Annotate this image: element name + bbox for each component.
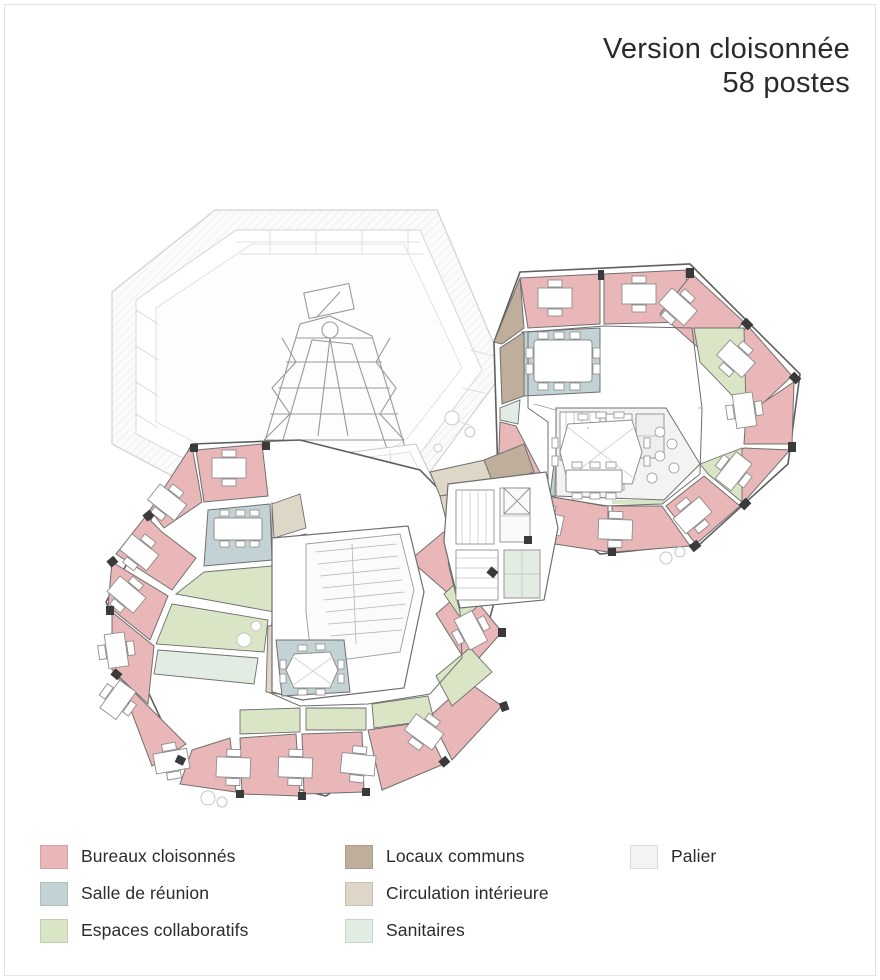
legend-label-sanitaires: Sanitaires — [386, 920, 465, 940]
floor-plan-drawing — [0, 92, 880, 822]
legend-label-palier: Palier — [671, 846, 717, 866]
plan-subtitle: 58 postes — [722, 67, 850, 100]
title-block — [603, 32, 850, 100]
legend-label-salle-de-reunion: Salle de réunion — [81, 883, 210, 903]
legend-item-salle-de-reunion — [40, 882, 345, 906]
legend-label-bureaux: Bureaux cloisonnés — [81, 846, 236, 866]
ne-conference-table-upper — [526, 332, 600, 390]
plan-svg — [0, 92, 880, 822]
legend-label-locaux-communs: Locaux communs — [386, 846, 525, 866]
legend-swatch-espaces-collaboratifs — [40, 919, 68, 943]
ne-meeting-table-lower — [566, 462, 622, 499]
plan-title: Version cloisonnée — [602, 33, 850, 65]
legend-item-circulation-interieure — [345, 882, 630, 906]
sw-meeting-table — [214, 510, 262, 547]
legend-item-locaux-communs — [345, 845, 630, 869]
legend-item-espaces-collaboratifs — [40, 919, 345, 943]
legend-label-circulation: Circulation intérieure — [386, 883, 549, 903]
legend — [40, 838, 840, 949]
legend-item-palier — [630, 845, 840, 869]
legend-item-sanitaires — [345, 919, 630, 943]
central-service-core — [444, 472, 558, 608]
legend-swatch-bureaux — [40, 845, 68, 869]
legend-label-espaces-collaboratifs: Espaces collaboratifs — [81, 920, 249, 940]
legend-swatch-locaux-communs — [345, 845, 373, 869]
legend-swatch-palier — [630, 845, 658, 869]
legend-swatch-circulation — [345, 882, 373, 906]
legend-swatch-salle-de-reunion — [40, 882, 68, 906]
legend-item-bureaux-cloisonnes — [40, 845, 345, 869]
legend-swatch-sanitaires — [345, 919, 373, 943]
